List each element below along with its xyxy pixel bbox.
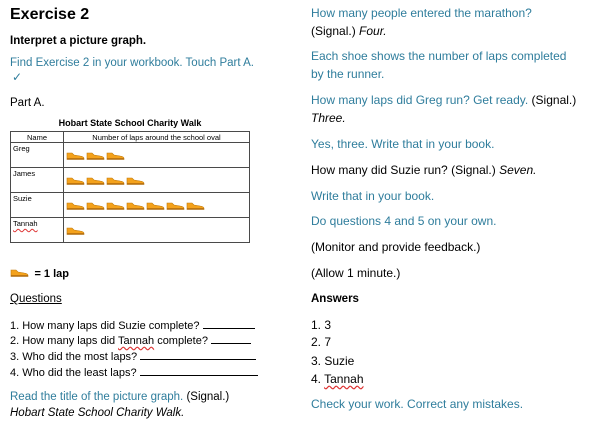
shoe-icon: [126, 201, 145, 210]
shoe-icon: [66, 201, 85, 210]
exercise-title: Exercise 2: [10, 6, 90, 23]
final-instruction: Check your work. Correct any mistakes.: [311, 397, 524, 411]
shoe-icon: [86, 176, 105, 185]
shoe-icon: [186, 201, 205, 210]
answer-4: 4. Tannah: [311, 372, 364, 386]
shoe-icon: [166, 201, 185, 210]
read-title-answer: Hobart State School Charity Walk.: [10, 407, 185, 419]
shoe-icon: [106, 201, 125, 210]
question-4: 4. Who did the least laps?: [10, 365, 258, 379]
questions-heading: Questions: [10, 293, 62, 305]
shoe-icon: [66, 151, 85, 160]
script-line-9: Write that in your book.: [311, 189, 435, 203]
script-line-11: (Monitor and provide feedback.): [311, 240, 481, 254]
graph-row-name: Greg: [11, 143, 64, 168]
graph-row-shoes: [64, 143, 250, 168]
read-title-line: Read the title of the picture graph. (Signal.): [10, 391, 230, 403]
script-line-8: How many did Suzie run? (Signal.) Seven.: [311, 163, 537, 177]
graph-title: Hobart State School Charity Walk: [58, 118, 202, 128]
answer-2: 2. 7: [311, 335, 332, 349]
shoe-icon: [86, 151, 105, 160]
graph-row-name: Suzie: [11, 193, 64, 218]
col-laps-header: Number of laps around the school oval: [64, 132, 250, 143]
shoe-icon: [106, 176, 125, 185]
graph-row: [11, 218, 250, 243]
key-label: = 1 lap: [34, 268, 69, 280]
graph-row-shoes: [64, 168, 250, 193]
shoe-icon: [86, 201, 105, 210]
shoe-icon: [66, 176, 85, 185]
check-icon: ✓: [12, 70, 23, 84]
col-name-header: Name: [11, 132, 64, 143]
graph-row-name: James: [11, 168, 64, 193]
graph-row-shoes: [64, 218, 250, 243]
question-1: 1. How many laps did Suzie complete?: [10, 318, 255, 332]
graph-row: [11, 193, 250, 218]
script-line-2: (Signal.) Four.: [311, 24, 387, 38]
script-line-6: Three.: [311, 111, 346, 125]
shoe-icon: [106, 151, 125, 160]
answer-3: 3. Suzie: [311, 354, 355, 368]
instruction-text: Find Exercise 2 in your workbook. Touch Part A.: [10, 57, 254, 69]
script-line-3: Each shoe shows the number of laps completed: [311, 49, 567, 63]
script-line-5: How many laps did Greg run? Get ready. (Signal.): [311, 93, 577, 107]
script-line-1: How many people entered the marathon?: [311, 6, 532, 20]
graph-row: [11, 143, 250, 168]
part-label: Part A.: [10, 97, 45, 109]
shoe-icon: [66, 226, 85, 235]
graph-row-name: Tannah: [11, 218, 64, 243]
exercise-subtitle: Interpret a picture graph.: [10, 35, 147, 47]
answers-heading: Answers: [311, 293, 359, 305]
graph-row: [11, 168, 250, 193]
script-line-4: by the runner.: [311, 67, 385, 81]
shoe-icon: [126, 176, 145, 185]
graph-row-shoes: [64, 193, 250, 218]
picture-graph: [10, 131, 250, 243]
graph-key: [10, 264, 69, 282]
shoe-icon: [146, 201, 165, 210]
script-line-7: Yes, three. Write that in your book.: [311, 137, 495, 151]
question-2: 2. How many laps did Tannah complete?: [10, 333, 251, 347]
answer-1: 1. 3: [311, 318, 332, 332]
question-3: 3. Who did the most laps?: [10, 349, 256, 363]
script-line-12: (Allow 1 minute.): [311, 266, 401, 280]
shoe-icon: [10, 268, 29, 277]
script-line-10: Do questions 4 and 5 on your own.: [311, 214, 497, 228]
